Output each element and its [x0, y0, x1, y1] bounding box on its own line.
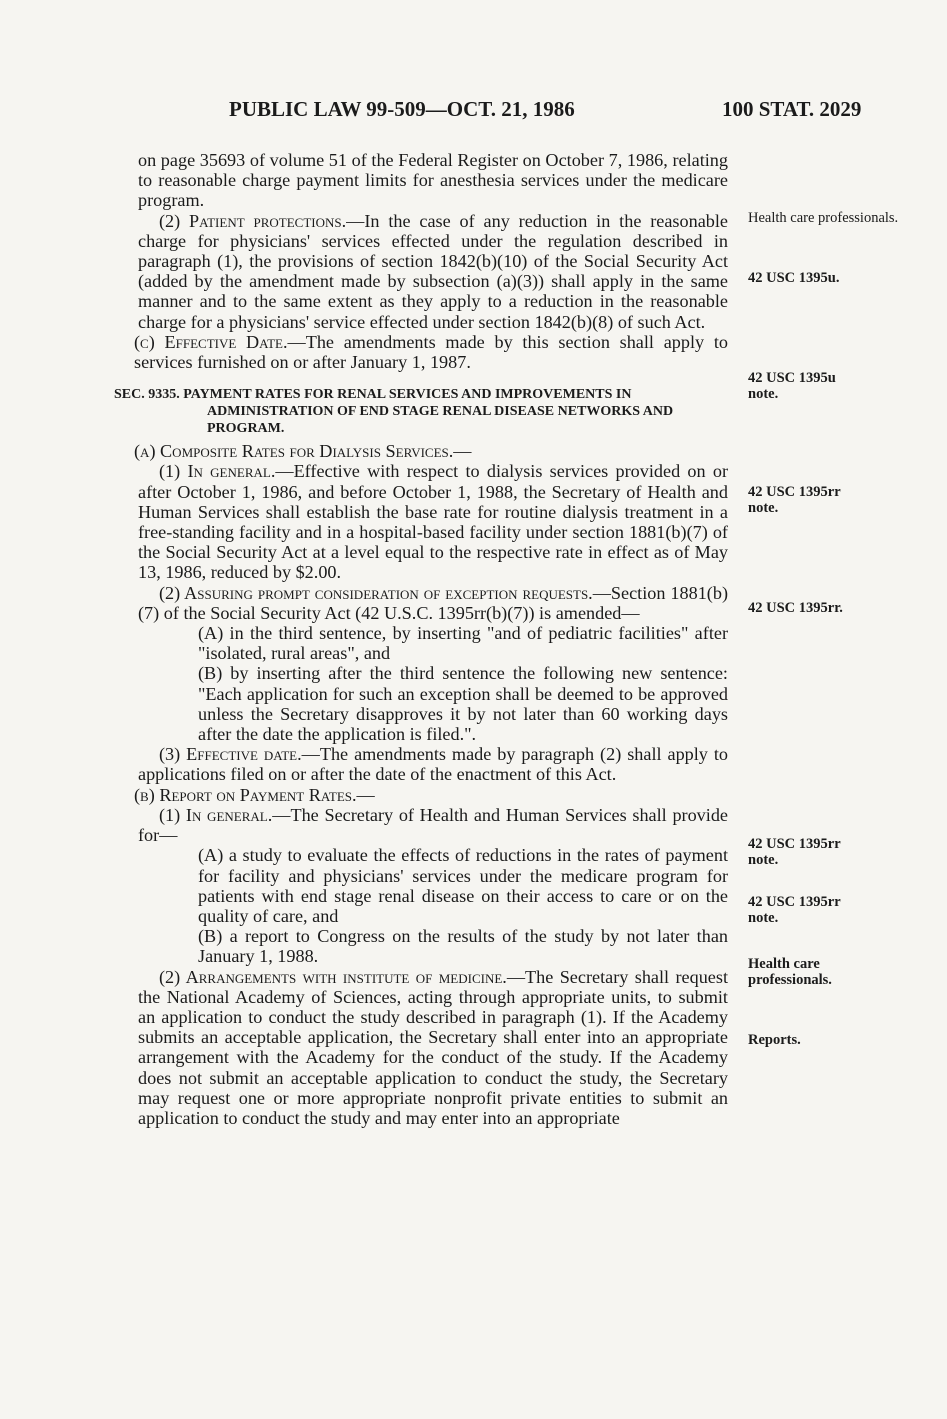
clause-b1B: (B) a report to Congress on the results of the study by not later than January 1, 1988.	[198, 926, 728, 967]
margin-note: 42 USC 1395u.	[748, 270, 840, 286]
subsection-heading-a: (a) Composite Rates for Dialysis Services.—	[134, 441, 472, 462]
paragraph-a2: (2) Assuring prompt consideration of exception requests.—Section 1881(b)(7) of the Social Security Act (42 U.S.C. 1395rr(b)(7)) is amended—	[138, 582, 728, 623]
paragraph-effective-date: (c) Effective Date.—The amendments made by this section shall apply to services furnished on or after January 1, 1987.	[134, 331, 728, 373]
paragraph-lead: (1) In general.	[159, 804, 273, 825]
clause-b1A: (A) a study to evaluate the effects of reductions in the rates of payment for facility and physicians' services under the medicare program for patients with end stage renal disease on their access to care or on the quality of care, and	[198, 845, 728, 926]
stat-page: 100 STAT. 2029	[722, 97, 862, 121]
paragraph-b1: (1) In general.—The Secretary of Health and Human Services shall provide for—	[138, 804, 728, 846]
paragraph-lead: (2) Assuring prompt consideration of exception requests.	[159, 582, 593, 603]
paragraph-lead: (2) Arrangements with institute of medicine.	[159, 966, 507, 987]
margin-note: 42 USC 1395rr note.	[748, 484, 841, 516]
margin-note: Reports.	[748, 1032, 801, 1048]
paragraph-continuation: on page 35693 of volume 51 of the Federal Register on October 7, 1986, relating to reasonable charge payment limits for anesthesia services under the medicare program.	[138, 150, 728, 211]
margin-note: Health care professionals.	[748, 210, 899, 226]
paragraph-a3: (3) Effective date.—The amendments made by paragraph (2) shall apply to applications filed on or after the date of the enactment of this Act.	[138, 744, 728, 785]
law-title: PUBLIC LAW 99-509—OCT. 21, 1986	[229, 97, 575, 121]
paragraph-b2: (2) Arrangements with institute of medicine.—The Secretary shall request the National Academy of Sciences, acting through appropriate units, to submit an application to conduct the study described in paragraph (1). If the Academy submits an acceptable application, the Secretary shall enter into an appropriate arrangement with the Academy for the conduct of the study. If the Academy does not submit an acceptable application to conduct the study, the Secretary may request one or more appropriate nonprofit private entities to submit an application to conduct the study and may enter into an appropriate	[138, 966, 728, 1128]
subsection-heading-b: (b) Report on Payment Rates.—	[134, 784, 375, 805]
margin-note: 42 USC 1395u note.	[748, 370, 836, 402]
document-body	[114, 150, 729, 1128]
margin-note: 42 USC 1395rr note.	[748, 836, 841, 868]
clause-a2B: (B) by inserting after the third sentence the following new sentence: "Each application for such an exception shall be deemed to be approved unless the Secretary disapproves it by not later than 60 working days after the date the application is filed.".	[198, 663, 728, 745]
margin-note: 42 USC 1395rr note.	[748, 894, 841, 926]
section-heading: SEC. 9335. PAYMENT RATES FOR RENAL SERVICES AND IMPROVEMENTS IN ADMINISTRATION OF END STAGE RENAL DISEASE NETWORKS AND PROGRAM.	[114, 387, 674, 437]
page-header	[0, 97, 947, 127]
margin-note: 42 USC 1395rr.	[748, 600, 843, 616]
margin-note: Health care professionals.	[748, 956, 832, 988]
paragraph-lead: (2) Patient protections.	[159, 210, 347, 231]
paragraph-lead: (c) Effective Date.	[134, 331, 288, 352]
paragraph-a1: (1) In general.—Effective with respect to dialysis services provided on or after October 1, 1986, and before October 1, 1988, the Secretary of Health and Human Services shall establish the base rate for routine dialysis treatment in a free-standing facility and in a hospital-based facility under section 1881(b)(7) of the Social Security Act at a level equal to the respective rate in effect as of May 13, 1986, reduced by $2.00.	[138, 461, 729, 583]
paragraph-lead: (3) Effective date.	[159, 744, 302, 765]
paragraph-lead: (1) In general.	[159, 461, 276, 482]
clause-a2A: (A) in the third sentence, by inserting "and of pediatric facilities" after "isolated, rural areas", and	[198, 623, 728, 664]
paragraph-patient-protections: (2) Patient protections.—In the case of any reduction in the reasonable charge for physicians' services effected under the regulation described in paragraph (1), the provisions of section 1842(b)(10) of the Social Security Act (added by the amendment made by subsection (a)(3)) shall apply in the same manner and to the same extent as they apply to a reduction in the reasonable charge for a physicians' service effected under section 1842(b)(8) of such Act.	[138, 210, 728, 332]
